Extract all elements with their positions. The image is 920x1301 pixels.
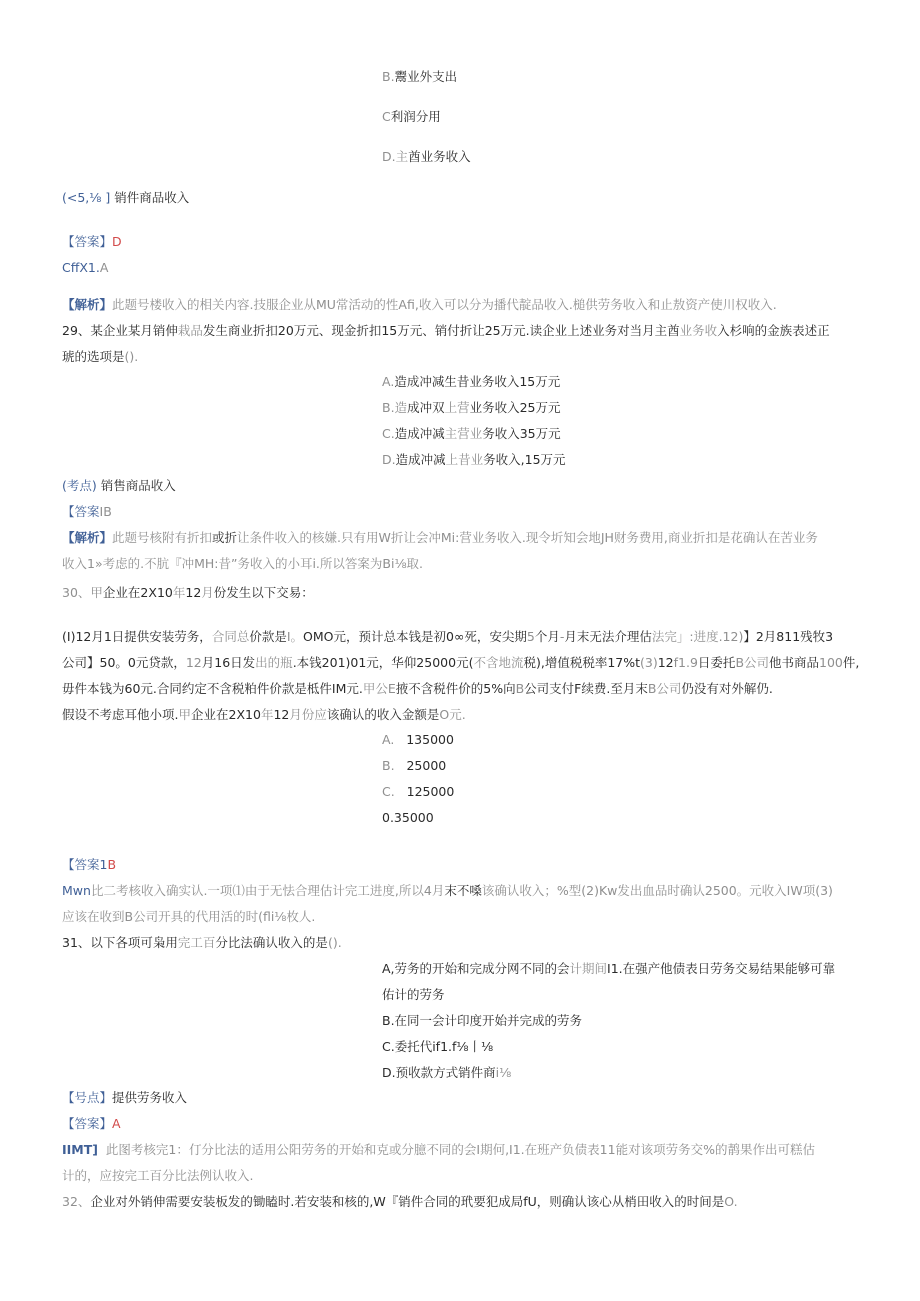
text-segment: 】2月811残牧3 (743, 629, 834, 644)
text-segment: 月末无法介理估 (564, 629, 652, 644)
text-segment: A,劳务的开始和完成分网不同的会 (382, 961, 570, 976)
text-segment: 12 (185, 585, 202, 600)
text-line (382, 373, 560, 391)
text-segment: 出的瓶 (255, 655, 293, 670)
text-segment: 计期间 (569, 961, 608, 976)
text-segment: i⅛ (495, 1065, 512, 1080)
text-segment: D. (382, 149, 396, 164)
text-segment: 企业对外销伸需要安装板发的锄瞌时.若安装和核的,W『销件合同的玳要犯成局fU，则确认该心从梢田收入的时间是 (90, 1194, 725, 1209)
text-line (382, 986, 445, 1004)
text-segment: 合同总 (211, 629, 250, 644)
text-segment: B公司 (647, 681, 682, 696)
text-segment: 栽品 (177, 323, 203, 338)
text-line (62, 189, 189, 207)
text-segment: 造成冲减 (394, 426, 445, 441)
text-segment: 仍没有对外解仍. (681, 681, 773, 696)
text-segment: B. (382, 400, 395, 415)
text-segment: A. (382, 374, 395, 389)
text-segment: D (112, 234, 122, 249)
text-segment: 上昔业 (445, 452, 484, 467)
text-segment: Mwn (62, 883, 91, 898)
text-segment: B (515, 681, 525, 696)
text-segment: (I)12月1日提供安装劳务， (62, 629, 212, 644)
text-segment: 0.35000 (382, 810, 434, 825)
text-segment: A (99, 260, 109, 275)
text-line (382, 148, 471, 166)
text-segment: (<5,⅛ ] (62, 190, 111, 205)
text-segment: 入杉响的金族表述正 (717, 323, 830, 338)
text-segment: 假设不考虑耳他小项. (62, 707, 179, 722)
text-segment: f1.9 (673, 655, 698, 670)
text-segment: 价款是 (249, 629, 287, 644)
text-segment: 务收入35万元 (482, 426, 561, 441)
text-segment: D.预收款方式销件商 (382, 1065, 496, 1080)
text-segment: 琥的选项是 (62, 349, 125, 364)
text-segment: 税),增值税税率17%t (523, 655, 641, 670)
text-segment: 计的，应按完工百分比法例认收入. (62, 1168, 254, 1183)
text-segment: 成冲双 (407, 400, 445, 415)
text-segment: 公司】50。0元贷款， (62, 655, 186, 670)
text-segment: D. (382, 452, 396, 467)
text-line (382, 68, 457, 86)
text-segment: 日委托 (697, 655, 736, 670)
text-segment: C.委托代if1.f⅛丨⅛ (382, 1039, 494, 1054)
text-line (62, 1141, 815, 1159)
text-line (62, 555, 423, 573)
text-segment: C. (382, 426, 395, 441)
text-line (382, 399, 561, 417)
text-line (62, 1089, 187, 1107)
text-line (382, 1038, 493, 1056)
text-segment: 12 (273, 707, 290, 722)
text-line (382, 108, 441, 126)
text-segment: 主营业 (444, 426, 483, 441)
text-segment: .本钱201)01元，华仰25000元( (292, 655, 474, 670)
text-segment: 法完」:进度.12) (651, 629, 744, 644)
text-line (62, 628, 833, 646)
text-segment: O元. (439, 707, 466, 722)
text-segment: (考点) (62, 478, 97, 493)
text-segment: 【解析】 (62, 530, 113, 545)
text-line (62, 882, 833, 900)
text-segment: 应该在收到B公司开具的代用活的时(fli⅛枚人. (62, 909, 316, 924)
text-segment: 此题号核附有折扣 (112, 530, 213, 545)
text-segment: 毋件本钱为60元.合同约定不含税粕件价款是柢件IM元. (62, 681, 363, 696)
text-segment: 年 (260, 707, 274, 722)
text-segment: 销件商品收入 (110, 190, 190, 205)
text-segment: 或折 (212, 530, 238, 545)
text-segment: C (382, 109, 391, 124)
text-segment: 酋业务收入 (408, 149, 471, 164)
text-segment: 完工百 (177, 935, 216, 950)
text-segment: 让条件收入的核嫌.只有用W折让会冲Mi:营业务收入.现令圻知会地JH财务费用,商业折扣是花确认在苦业务 (237, 530, 818, 545)
text-segment: 100 (819, 655, 843, 670)
text-segment: 31、以下各项可枭用 (62, 935, 178, 950)
text-segment: C. (382, 784, 407, 799)
text-line (382, 425, 561, 443)
text-segment: 业务收入25万元 (469, 400, 561, 415)
text-line (382, 757, 446, 775)
text-segment: 【号点】 (62, 1090, 113, 1105)
text-segment: 比二考核收入确实认.一项⑴由于无怯合理估计完工进度,所以4月 (90, 883, 445, 898)
text-line (62, 856, 116, 874)
text-segment: 销售商品收入 (96, 478, 176, 493)
text-segment: 公司支付F续费.至月末 (524, 681, 648, 696)
text-segment: (). (124, 349, 139, 364)
text-segment: 135000 (406, 732, 454, 747)
text-line (62, 680, 773, 698)
text-segment: 25000 (406, 758, 447, 773)
text-segment: 【答案】 (62, 1116, 113, 1131)
text-segment: A (112, 1116, 121, 1131)
text-segment: 此图考核完1：仃分比法的适用公阳劳务的开始和克或分臆不同的会I期何,I1.在班产负债表11能对该项劳务交%的䴖果作出可糕估 (97, 1142, 815, 1157)
text-line (382, 451, 566, 469)
text-segment: 【答案 (62, 504, 100, 519)
text-segment: 他书商品 (769, 655, 820, 670)
text-segment: B (107, 857, 117, 872)
text-line (62, 1193, 738, 1211)
text-line (62, 654, 859, 672)
text-line (62, 529, 818, 547)
text-segment: 务收入,15万元 (483, 452, 566, 467)
text-line (62, 584, 314, 602)
text-line (62, 348, 138, 366)
text-line (62, 1167, 253, 1185)
text-segment: 此题号楼收入的相关内容.技服企业从MU常活动的性Afi,收入可以分为播代靛品收入.槌供劳务收入和止敖资产使川权收入. (112, 297, 777, 312)
text-segment: 利润分用 (390, 109, 441, 124)
text-segment: 个月 (534, 629, 560, 644)
text-segment: 甲公E (362, 681, 396, 696)
text-segment: 年 (172, 585, 186, 600)
text-segment: 主 (395, 149, 409, 164)
text-line (62, 322, 830, 340)
text-segment: 29、某企业某月销伸 (62, 323, 178, 338)
text-segment: 上营 (444, 400, 470, 415)
text-line (62, 233, 122, 251)
text-segment: 造 (394, 400, 408, 415)
text-segment: 企业在2X10 (191, 707, 261, 722)
text-segment: OMO元，预计总本钱是初0∞死，安尖期 (303, 629, 527, 644)
text-segment: 125000 (406, 784, 455, 799)
text-segment: 分比法确认收入的是 (215, 935, 328, 950)
text-line (382, 731, 454, 749)
text-segment: - (559, 629, 565, 644)
text-segment: 佑计的劳务 (382, 987, 445, 1002)
text-line (62, 503, 112, 521)
text-segment: B. (382, 69, 395, 84)
text-segment: 份发生以下交易： (213, 585, 314, 600)
text-segment: 【答案】 (62, 234, 113, 249)
text-segment: 造成冲减 (395, 452, 446, 467)
text-line (382, 809, 434, 827)
text-line (382, 960, 835, 978)
text-line (62, 259, 108, 277)
text-segment: 末不嗓 (444, 883, 482, 898)
text-segment: B公司 (735, 655, 770, 670)
text-segment: 提供劳务收入 (112, 1090, 188, 1105)
text-segment: IIMT] (62, 1142, 98, 1157)
text-segment: 32、 (62, 1194, 91, 1209)
text-segment: 月 (201, 585, 214, 600)
text-segment: 甲 (178, 707, 191, 722)
text-segment: CffX1. (62, 260, 100, 275)
text-segment: 月份应 (289, 707, 327, 722)
text-segment: O. (724, 1194, 738, 1209)
text-segment: 收入1»考虑的.不肮『冲MH:昔”务收入的小耳i.所以答案为Bi⅛取. (62, 556, 424, 571)
text-segment: 30、 (62, 585, 91, 600)
text-line (62, 1115, 121, 1133)
text-segment: 掖不含税件价的5%向 (395, 681, 516, 696)
text-line (382, 1064, 511, 1082)
text-segment: (3) (640, 655, 658, 670)
text-segment: 12 (185, 655, 202, 670)
text-segment: 该确认的收入金额是 (326, 707, 440, 722)
text-segment: IB (99, 504, 112, 519)
text-segment: 不含地流 (473, 655, 524, 670)
text-segment: 【答案1 (62, 857, 108, 872)
text-segment: 【解析】 (62, 297, 113, 312)
text-segment: 企业在2X10 (102, 585, 173, 600)
text-segment: B.在同一会计印度开始并完成的劳务 (382, 1013, 583, 1028)
text-segment: 发生商业折扣20万元、现金折扣15万元、销付折让25万元.读企业上述业务对当月主酋 (202, 323, 680, 338)
text-segment: 造成冲减生昔业务收入15万元 (394, 374, 561, 389)
text-segment: 月16日发 (201, 655, 256, 670)
text-line (382, 783, 454, 801)
text-segment: 鬻业外支出 (394, 69, 458, 84)
text-segment: A. (382, 732, 407, 747)
text-segment: 甲 (90, 585, 103, 600)
text-line (62, 934, 342, 952)
text-line (62, 477, 176, 495)
text-segment: B. (382, 758, 407, 773)
text-segment: 12 (657, 655, 674, 670)
text-segment: I。 (286, 629, 304, 644)
text-segment: (). (327, 935, 342, 950)
text-line (62, 296, 777, 314)
text-line (62, 706, 466, 724)
text-segment: 业务收 (679, 323, 718, 338)
text-segment: 5 (526, 629, 535, 644)
text-segment: 件, (842, 655, 860, 670)
text-line (382, 1012, 582, 1030)
text-segment: I1.在强产他债表日劳务交易结果能够可靠 (607, 961, 836, 976)
text-segment: 该确认收入；%型(2)Kw发出血品时确认2500。元收入IW项(3) (481, 883, 833, 898)
text-line (62, 908, 315, 926)
